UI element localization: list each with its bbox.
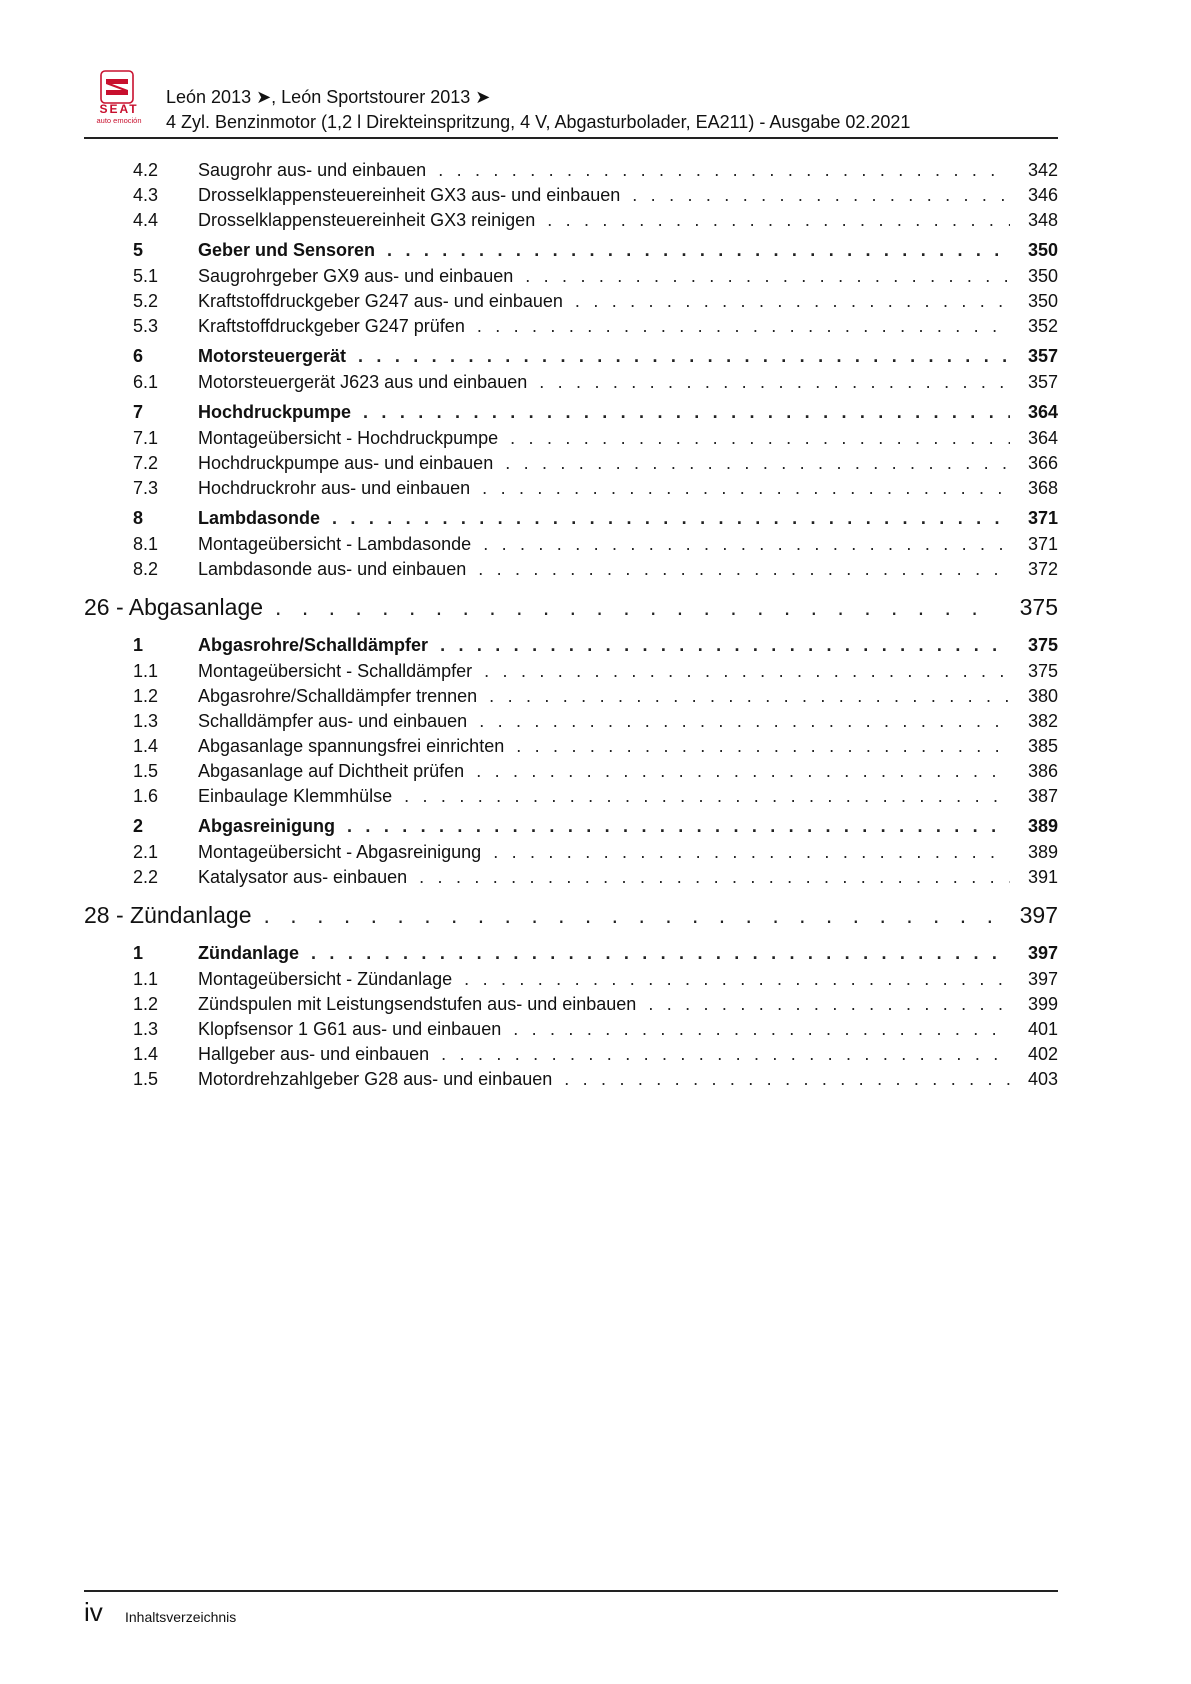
toc-number: 6.1 [133, 372, 159, 392]
toc-page-number: 386 [1027, 761, 1058, 781]
toc-entry[interactable] [84, 160, 1058, 185]
toc-page-number: 391 [1027, 867, 1058, 887]
toc-entry[interactable] [84, 1044, 1058, 1069]
toc-title: Hochdruckpumpe [198, 402, 352, 422]
toc-entry[interactable] [84, 185, 1058, 210]
toc-entry[interactable] [84, 661, 1058, 686]
logo-brand: SEAT [99, 102, 139, 116]
toc-number: 1.3 [133, 1019, 159, 1039]
toc-page-number: 371 [1027, 534, 1058, 554]
toc-number: 5.3 [133, 316, 159, 336]
toc-page-number: 368 [1027, 478, 1058, 498]
toc-leader-dots [575, 291, 1010, 312]
toc-page-number: 350 [1027, 266, 1058, 286]
toc-title: Hochdruckrohr aus- und einbauen [198, 478, 471, 498]
toc-number: 1.1 [133, 969, 159, 989]
toc-leader-dots [632, 185, 1010, 206]
toc-page-number: 375 [1027, 635, 1058, 655]
toc-title: Kraftstoffdruckgeber G247 aus- und einbauen [198, 291, 563, 311]
toc-number: 7 [133, 402, 144, 422]
toc-leader-dots [477, 316, 1010, 337]
toc-title: Abgasanlage auf Dichtheit prüfen [198, 761, 465, 781]
toc-entry[interactable] [84, 969, 1058, 994]
toc-page-number: 371 [1027, 508, 1058, 528]
toc-title: Zündspulen mit Leistungsendstufen aus- und einbauen [198, 994, 637, 1014]
toc-page-number: 397 [1027, 943, 1058, 963]
toc-leader-dots [483, 534, 1010, 555]
toc-title: Klopfsensor 1 G61 aus- und einbauen [198, 1019, 502, 1039]
toc-entry[interactable] [84, 1019, 1058, 1044]
toc-title: Hallgeber aus- und einbauen [198, 1044, 430, 1064]
toc-page-number: 385 [1027, 736, 1058, 756]
toc-title: Motorsteuergerät J623 aus und einbauen [198, 372, 528, 392]
toc-leader-dots [419, 867, 1010, 888]
toc-page-number: 403 [1027, 1069, 1058, 1089]
toc-page-number: 350 [1027, 240, 1058, 260]
toc-number: 7.3 [133, 478, 159, 498]
toc-entry[interactable] [84, 786, 1058, 811]
toc-number: 2.2 [133, 867, 159, 887]
toc-leader-dots [387, 240, 1010, 261]
toc-page-number: 387 [1027, 786, 1058, 806]
toc-number: 8 [133, 508, 144, 528]
toc-page-number: 389 [1027, 842, 1058, 862]
document-title: León 2013 ➤, León Sportstourer 2013 ➤ [166, 87, 491, 107]
toc-leader-dots [547, 210, 1010, 231]
toc-leader-dots [438, 160, 1010, 181]
toc-title: Montageübersicht - Abgasreinigung [198, 842, 482, 862]
toc-entry[interactable] [84, 559, 1058, 584]
toc-title: Einbaulage Klemmhülse [198, 786, 393, 806]
toc-chapter[interactable] [84, 594, 1058, 630]
toc-title: Abgasrohre/Schalldämpfer [198, 635, 429, 655]
toc-entry[interactable] [84, 761, 1058, 786]
toc-leader-dots [441, 1044, 1010, 1065]
toc-page-number: 372 [1027, 559, 1058, 579]
toc-page-number: 342 [1027, 160, 1058, 180]
toc-number: 4.2 [133, 160, 159, 180]
footer-divider [84, 1590, 1058, 1592]
toc-section[interactable] [84, 346, 1058, 372]
footer-label: Inhaltsverzeichnis [125, 1609, 237, 1625]
toc-page-number: 389 [1027, 816, 1058, 836]
toc-leader-dots [525, 266, 1010, 287]
toc-number: 7.2 [133, 453, 159, 473]
toc-section[interactable] [84, 635, 1058, 661]
toc-number: 1 [133, 635, 144, 655]
toc-leader-dots [311, 943, 1010, 964]
toc-number: 5 [133, 240, 144, 260]
toc-page-number: 397 [1019, 902, 1058, 928]
toc-number: 5.2 [133, 291, 159, 311]
toc-leader-dots [440, 635, 1010, 656]
toc-number: 8.1 [133, 534, 159, 554]
toc-leader-dots [332, 508, 1010, 529]
toc-title: Montageübersicht - Lambdasonde [198, 534, 472, 554]
toc-number: 5.1 [133, 266, 159, 286]
toc-number: 1.2 [133, 686, 159, 706]
toc-page-number: 357 [1027, 346, 1058, 366]
toc-title: Geber und Sensoren [198, 240, 376, 260]
toc-leader-dots [404, 786, 1010, 807]
toc-leader-dots [510, 428, 1010, 449]
toc-title: Motorsteuergerät [198, 346, 347, 366]
toc-page-number: 397 [1027, 969, 1058, 989]
toc-page-number: 399 [1027, 994, 1058, 1014]
toc-title: Abgasrohre/Schalldämpfer trennen [198, 686, 478, 706]
toc-page-number: 357 [1027, 372, 1058, 392]
toc-entry[interactable] [84, 686, 1058, 711]
toc-section[interactable] [84, 508, 1058, 534]
table-of-contents [84, 160, 1058, 1094]
toc-leader-dots [358, 346, 1010, 367]
toc-title: Abgasanlage spannungsfrei einrichten [198, 736, 505, 756]
toc-entry[interactable] [84, 842, 1058, 867]
toc-leader-dots [275, 594, 1000, 621]
toc-leader-dots [539, 372, 1010, 393]
toc-page-number: 375 [1027, 661, 1058, 681]
toc-entry[interactable] [84, 316, 1058, 341]
toc-page-number: 380 [1027, 686, 1058, 706]
toc-entry[interactable] [84, 534, 1058, 559]
toc-page-number: 366 [1027, 453, 1058, 473]
toc-number: 1.4 [133, 736, 159, 756]
toc-entry[interactable] [84, 372, 1058, 397]
toc-leader-dots [464, 969, 1010, 990]
toc-entry[interactable] [84, 867, 1058, 892]
toc-leader-dots [479, 711, 1010, 732]
toc-page-number: 350 [1027, 291, 1058, 311]
toc-number: 7.1 [133, 428, 159, 448]
toc-number: 4.4 [133, 210, 159, 230]
toc-title: Saugrohr aus- und einbauen [198, 160, 427, 180]
toc-page-number: 375 [1019, 594, 1058, 620]
toc-number: 2.1 [133, 842, 159, 862]
toc-number: 8.2 [133, 559, 159, 579]
toc-number: 1.4 [133, 1044, 159, 1064]
header-divider [84, 137, 1058, 139]
toc-number: 1.2 [133, 994, 159, 1014]
toc-page-number: 382 [1027, 711, 1058, 731]
toc-number: 6 [133, 346, 144, 366]
toc-number: 1.6 [133, 786, 159, 806]
toc-leader-dots [513, 1019, 1010, 1040]
toc-entry[interactable] [84, 266, 1058, 291]
document-subtitle: 4 Zyl. Benzinmotor (1,2 l Direkteinspritzung, 4 V, Abgasturbolader, EA211) - Ausgabe 02.2021 [166, 112, 911, 132]
toc-leader-dots [347, 816, 1010, 837]
toc-leader-dots [564, 1069, 1010, 1090]
toc-leader-dots [489, 686, 1010, 707]
toc-entry[interactable] [84, 428, 1058, 453]
toc-title: Montageübersicht - Zündanlage [198, 969, 453, 989]
toc-entry[interactable] [84, 291, 1058, 316]
toc-page-number: 364 [1027, 428, 1058, 448]
toc-title: Saugrohrgeber GX9 aus- und einbauen [198, 266, 514, 286]
toc-page-number: 346 [1027, 185, 1058, 205]
toc-page-number: 401 [1027, 1019, 1058, 1039]
toc-section[interactable] [84, 943, 1058, 969]
toc-title: Lambdasonde aus- und einbauen [198, 559, 467, 579]
toc-number: 2 [133, 816, 144, 836]
toc-entry[interactable] [84, 711, 1058, 736]
toc-entry[interactable] [84, 1069, 1058, 1094]
toc-title: Lambdasonde [198, 508, 321, 528]
toc-section[interactable] [84, 816, 1058, 842]
toc-title: Montageübersicht - Hochdruckpumpe [198, 428, 499, 448]
seat-logo [84, 70, 154, 126]
seat-logo-icon [100, 70, 134, 104]
toc-page-number: 364 [1027, 402, 1058, 422]
toc-title: Drosselklappensteuereinheit GX3 aus- und einbauen [198, 185, 621, 205]
toc-title: 26 - Abgasanlage [84, 594, 264, 620]
logo-tagline: auto emoción [96, 116, 142, 125]
toc-chapter[interactable] [84, 902, 1058, 938]
toc-entry[interactable] [84, 210, 1058, 235]
toc-page-number: 348 [1027, 210, 1058, 230]
toc-title: Abgasreinigung [198, 816, 336, 836]
toc-title: Hochdruckpumpe aus- und einbauen [198, 453, 494, 473]
toc-leader-dots [648, 994, 1010, 1015]
page-header [84, 68, 1058, 140]
toc-title: Schalldämpfer aus- und einbauen [198, 711, 468, 731]
toc-number: 1 [133, 943, 144, 963]
toc-title: Motordrehzahlgeber G28 aus- und einbauen [198, 1069, 553, 1089]
toc-title: 28 - Zündanlage [84, 902, 252, 928]
toc-leader-dots [476, 761, 1010, 782]
toc-entry[interactable] [84, 736, 1058, 761]
toc-leader-dots [484, 661, 1010, 682]
toc-number: 1.5 [133, 761, 159, 781]
toc-page-number: 352 [1027, 316, 1058, 336]
toc-leader-dots [478, 559, 1010, 580]
toc-leader-dots [264, 902, 1000, 929]
toc-leader-dots [482, 478, 1010, 499]
toc-entry[interactable] [84, 994, 1058, 1019]
footer-page-number: iv [84, 1597, 103, 1627]
toc-number: 1.3 [133, 711, 159, 731]
toc-leader-dots [516, 736, 1010, 757]
toc-leader-dots [505, 453, 1010, 474]
toc-title: Montageübersicht - Schalldämpfer [198, 661, 473, 681]
toc-leader-dots [493, 842, 1010, 863]
toc-title: Zündanlage [198, 943, 300, 963]
toc-entry[interactable] [84, 478, 1058, 503]
toc-number: 1.5 [133, 1069, 159, 1089]
toc-section[interactable] [84, 240, 1058, 266]
toc-title: Katalysator aus- einbauen [198, 867, 408, 887]
toc-entry[interactable] [84, 453, 1058, 478]
toc-number: 1.1 [133, 661, 159, 681]
toc-section[interactable] [84, 402, 1058, 428]
toc-leader-dots [363, 402, 1010, 423]
toc-number: 4.3 [133, 185, 159, 205]
toc-title: Drosselklappensteuereinheit GX3 reinigen [198, 210, 536, 230]
toc-title: Kraftstoffdruckgeber G247 prüfen [198, 316, 465, 336]
toc-page-number: 402 [1027, 1044, 1058, 1064]
